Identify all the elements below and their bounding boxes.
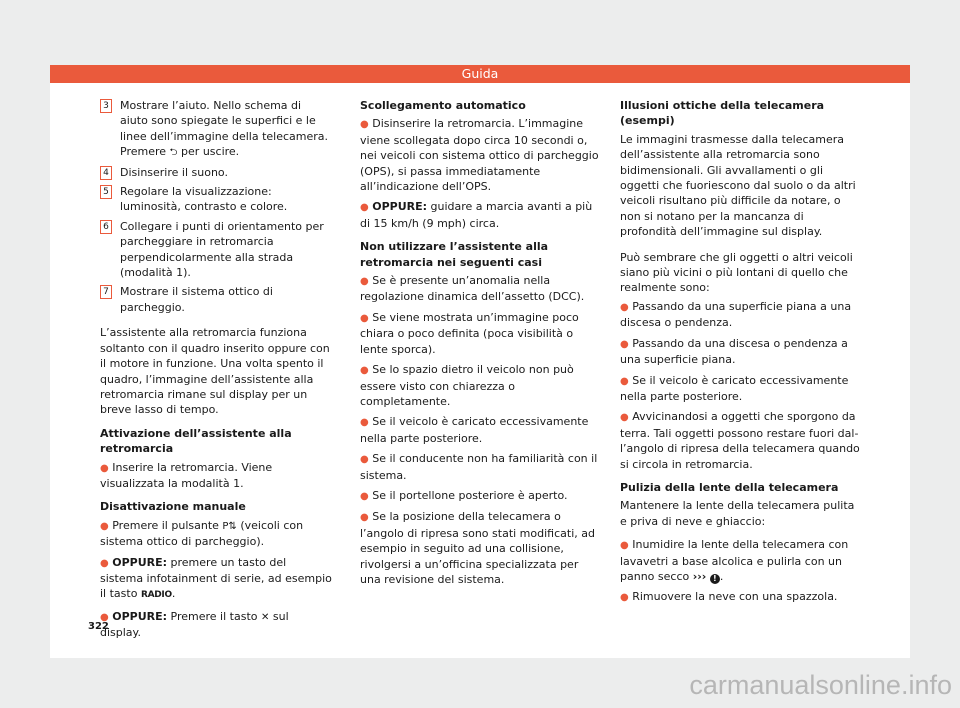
clean-paragraph: Mantenere la lente della telecamera pulita e priva di neve e ghiaccio: (620, 499, 855, 528)
manual-page (50, 65, 910, 658)
bullet-text: Se lo spazio dietro il veicolo non può essere visto con chiarezza o completamente. (360, 363, 574, 408)
illusions-paragraph: Le immagini trasmesse dalla telecamera dell’assistente alla retromarcia sono bidimensionali. Gli avvallamenti o gli oggetti che fuoriescono dal suolo o da altri veicoli risultano più difficile da notare, o non si notano per la mancanza di profondità dell’immagine sul display. (620, 132, 856, 239)
column-middle (360, 98, 602, 592)
seem-paragraph: Può sembrare che gli oggetti o altri veicoli siano più vicini o più lontani di quello che realmente sono: (620, 250, 853, 295)
step-item (100, 219, 332, 281)
step-text: Disinserire il suono. (120, 165, 228, 179)
bullet-text: Se il conducente non ha familiarità con il sistema. (360, 452, 598, 482)
bullet-dot-icon: ● (360, 276, 369, 288)
heading-optical-illusions: Illusioni ottiche della telecamera (esempi) (620, 99, 825, 128)
bullet-dot-icon: ● (620, 301, 629, 313)
bullet-item (360, 273, 602, 305)
bullet-text: Inumidire la lente della telecamera con lavavetri a base alcolica e pulirla con un panno secco (620, 538, 849, 583)
page-number: 322 (88, 621, 109, 632)
bullet-text: Inserire la retromarcia. Viene visualizzata la modalità 1. (100, 460, 273, 490)
section-title: Guida (461, 66, 499, 81)
step-text: Regolare la visualizzazione: luminosità, contrasto e colore. (120, 185, 288, 214)
intro-paragraph: L’assistente alla retromarcia funziona soltanto con il quadro inserito oppure con il motore in funzione. Una volta spento il quadro, l’immagine dell’assistente alla retromarcia rimane sul display per un breve lasso di tempo. (100, 326, 330, 417)
step-number: 4 (100, 166, 112, 180)
bullet-item (360, 362, 602, 409)
step-item (100, 184, 332, 215)
bullet-dot-icon: ● (620, 338, 629, 350)
bullet-text: Passando da una superficie piana a una discesa o pendenza. (620, 299, 852, 330)
bullet-dot-icon: ● (360, 202, 369, 214)
bullet-text: Avvicinandosi a oggetti che sporgono da terra. Tali oggetti possono restare fuori dall’angolo di ripresa della telecamera quando si circola in retromarcia. (620, 410, 860, 471)
bullet-dot-icon: ● (360, 312, 369, 324)
bullet-item (360, 451, 602, 483)
bullet-text-end: . (719, 569, 724, 583)
bullet-text: Se viene mostrata un’immagine poco chiara o poco definita (poca visibilità o lente sporca). (360, 310, 579, 356)
step-number: 7 (100, 285, 112, 299)
bullet-text: Premere il tasto (170, 609, 258, 623)
bullet-text: Se il veicolo è caricato eccessivamente nella parte posteriore. (360, 415, 589, 445)
step-text: Mostrare l’aiuto. Nello schema di aiuto sono spiegate le superfici e le linee dell’immagine della telecamera. Premere (120, 99, 329, 159)
bullet-item (100, 609, 332, 641)
bullet-text-end: sul display. (100, 609, 289, 640)
bullet-text: Se è presente un’anomalia nella regolazione dinamica dell’assetto (DCC). (360, 274, 585, 304)
back-arrow-icon: ⮌ (169, 147, 178, 159)
step-number: 6 (100, 220, 112, 234)
bullet-text: Passando da una discesa o pendenza a una superficie piana. (620, 336, 848, 367)
step-text: Mostrare il sistema ottico di parcheggio. (120, 285, 273, 314)
bullet-item (620, 299, 860, 331)
bullet-item (360, 199, 602, 231)
bullet-text-end: (veicoli con sistema ottico di parcheggio). (100, 518, 304, 549)
step-item (100, 284, 332, 315)
bullet-dot-icon: ● (620, 412, 629, 424)
bullet-dot-icon: ● (100, 611, 109, 623)
bullet-text: guidare a marcia avanti a più di 15 km/h (9 mph) circa. (360, 200, 593, 230)
bullet-dot-icon: ● (360, 365, 369, 377)
bullet-dot-icon: ● (100, 520, 109, 532)
heading-automatic-disconnection: Scollegamento automatico (360, 99, 526, 112)
bullet-dot-icon: ● (360, 512, 369, 524)
bullet-item (620, 537, 860, 584)
watermark-text: carmanualsonline.info (689, 670, 952, 700)
bullet-dot-icon: ● (360, 417, 369, 429)
bullet-item (360, 509, 602, 587)
warning-icon: ! (710, 574, 720, 584)
bullet-item (360, 116, 602, 194)
radio-key-icon: RADIO (140, 590, 172, 601)
bullet-text: Se il portellone posteriore è aperto. (372, 488, 568, 502)
bullet-text: premere un tasto del sistema infotainment di serie, ad esempio il tasto (100, 555, 332, 601)
column-left (100, 98, 332, 646)
bullet-item (360, 488, 602, 504)
heading-activation: Attivazione dell’assistente alla retromarcia (100, 426, 292, 456)
bullet-dot-icon: ● (360, 454, 369, 466)
bullet-item (360, 310, 602, 357)
heading-lens-cleaning: Pulizia della lente della telecamera (620, 480, 839, 494)
bullet-dot-icon: ● (100, 462, 109, 474)
bullet-text: Se il veicolo è caricato eccessivamente nella parte posteriore. (620, 373, 849, 403)
bullet-item (620, 373, 860, 405)
bullet-emphasis: OPPURE: (112, 609, 168, 623)
bullet-item (100, 460, 332, 492)
bullet-text: Disinserire la retromarcia. L’immagine viene scollegata dopo circa 10 secondi o, nei veicoli con sistema ottico di parcheggio (OPS), si passa immediatamente all’indicazione dell’OPS. (360, 117, 599, 194)
bullet-dot-icon: ● (100, 557, 109, 569)
parking-button-icon: P⇅ (222, 520, 237, 532)
bullet-item (620, 336, 860, 368)
bullet-dot-icon: ● (620, 375, 629, 387)
bullet-text: Se la posizione della telecamera o l’angolo di ripresa sono stati modificati, ad esempio in seguito ad una collisione, rivolgersi a un’officina specializzata per una revisione del sistema. (360, 510, 595, 586)
heading-manual-deactivation: Disattivazione manuale (100, 500, 246, 514)
bullet-item (620, 409, 860, 472)
bullet-item (100, 518, 332, 550)
step-item (100, 98, 332, 161)
close-icon: ✕ (260, 611, 270, 623)
column-right (620, 98, 860, 611)
bullet-text-end: . (171, 587, 176, 601)
step-text: Collegare i punti di orientamento per parcheggiare in retromarcia perpendicolarmente alla strada (modalità 1). (120, 219, 324, 280)
bullet-item (360, 414, 602, 446)
section-header-band (50, 65, 910, 83)
bullet-dot-icon: ● (360, 119, 369, 131)
bullet-emphasis: OPPURE: (112, 555, 168, 569)
reference-arrows-icon: ››› (692, 569, 707, 583)
bullet-emphasis: OPPURE: (372, 200, 428, 214)
step-text-end: per uscire. (181, 145, 240, 159)
bullet-item (100, 555, 332, 604)
heading-do-not-use: Non utilizzare l’assistente alla retromarcia nei seguenti casi (360, 240, 549, 269)
step-number: 3 (100, 99, 112, 113)
bullet-text: Premere il pulsante (112, 518, 219, 532)
step-item (100, 165, 332, 180)
bullet-item (620, 589, 860, 605)
bullet-dot-icon: ● (620, 540, 629, 552)
bullet-dot-icon: ● (360, 490, 369, 502)
bullet-text: Rimuovere la neve con una spazzola. (632, 590, 838, 604)
step-number: 5 (100, 185, 112, 199)
bullet-dot-icon: ● (620, 592, 629, 604)
